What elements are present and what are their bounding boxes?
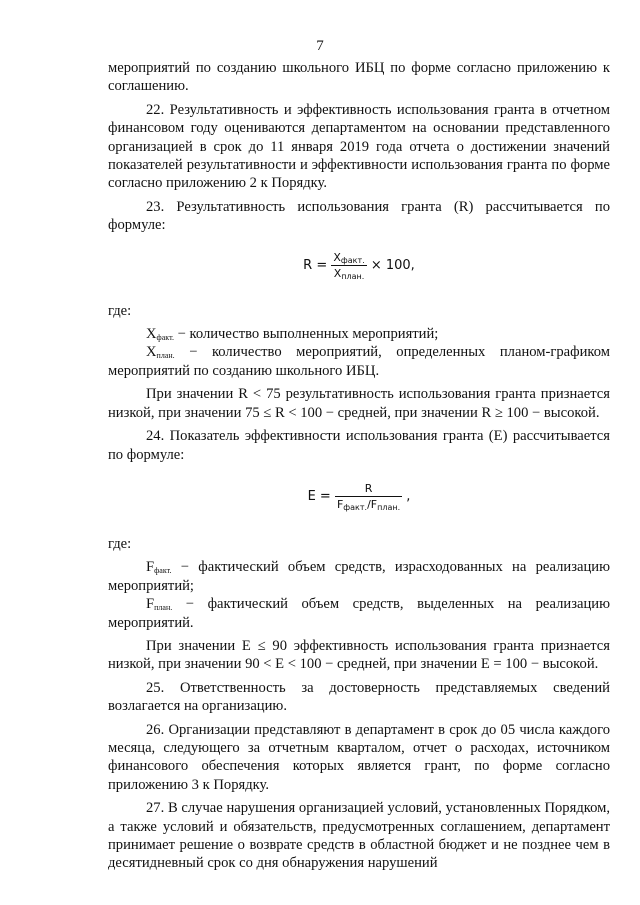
definition-f-fact: $F_{факт.}$ − фактический объем средств, израсходованных на реализацию мероприятий; <box>108 559 610 594</box>
formula-r-numerator: $X_{факт.}$ <box>333 250 365 265</box>
formula-e-rhs: , <box>406 488 411 504</box>
paragraph-e-levels: При значении E ≤ 90 эффективность использования гранта признается низкой, при значении 90 < E < 100 − средней, при значении E = 100 − высокой. <box>108 637 610 673</box>
formula-e-lhs: E = <box>307 488 335 504</box>
formula-r-fraction <box>331 251 366 280</box>
formula-e-fraction <box>335 482 402 511</box>
paragraph-24: 24. Показатель эффективности использования гранта (E) рассчитывается по формуле: <box>108 428 610 463</box>
paragraph-25: 25. Ответственность за достоверность представляемых сведений возлагается на организацию. <box>108 679 610 715</box>
paragraph-r-levels: При значении R < 75 результативность использования гранта признается низкой, при значении 75 ≤ R < 100 − средней, при значении R ≥ 100 − высокой. <box>108 386 610 421</box>
paragraph-22: 22. Результативность и эффективность использования гранта в отчетном финансовом году оцениваются департаментом на основании представленного организацией в срок до 11 января 2019 года отчета о достижении значений показателей результативности и эффективности использования гранта по форме согласно приложению 2 к Порядку. <box>108 101 610 192</box>
formula-r-lhs: R = <box>303 257 332 273</box>
formula-e-denominator: $F_{факт.}/F_{план.}$ <box>336 497 401 512</box>
formula-e-numerator: R <box>335 482 402 497</box>
page-number: 7 <box>316 38 324 54</box>
where-label-1: где: <box>108 302 132 319</box>
definition-x-fact: $X_{факт.}$ − количество выполненных мероприятий; <box>146 326 439 343</box>
formula-r <box>108 251 610 280</box>
paragraph-26: 26. Организации представляют в департамент в срок до 05 числа каждого месяца, следующего за отчетным кварталом, отчет о расходах, источником финансового обеспечения которых является грант, по форме согласно приложению 3 к Порядку. <box>108 721 610 793</box>
formula-r-denominator: $X_{план.}$ <box>333 266 365 281</box>
paragraph-27: 27. В случае нарушения организацией условий, установленных Порядком, а также условий и обязательств, предусмотренных соглашением, департамент принимает решение о возврате средств в областной бюджет и не позднее чем в десятидневный срок со дня обнаружения нарушений <box>108 800 610 872</box>
paragraph-continuation: мероприятий по созданию школьного ИБЦ по форме согласно приложению к соглашению. <box>108 60 610 95</box>
document-body <box>108 59 610 873</box>
paragraph-23: 23. Результативность использования гранта (R) рассчитывается по формуле: <box>108 198 610 234</box>
definition-f-plan: $F_{план.}$ − фактический объем средств, выделенных на реализацию мероприятий. <box>108 596 610 631</box>
formula-r-rhs: × 100, <box>370 257 415 273</box>
definition-x-plan: $X_{план.}$ − количество мероприятий, определенных планом-графиком мероприятий по созданию школьного ИБЦ. <box>108 344 610 379</box>
formula-e <box>108 482 610 511</box>
where-label-2: где: <box>108 535 132 552</box>
